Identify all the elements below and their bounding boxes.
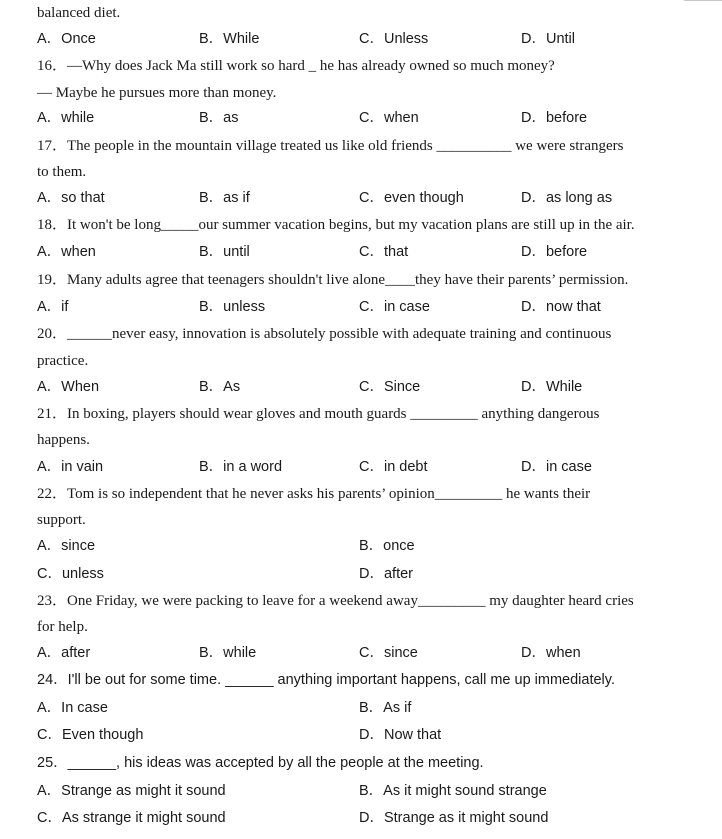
option-b: B．as if <box>199 190 250 206</box>
option-c: C．Even though <box>37 727 144 743</box>
option-a: A．Strange as might it sound <box>37 783 226 799</box>
option-b: B．while <box>199 645 257 661</box>
option-d: D．Until <box>521 31 575 47</box>
option-b: B．once <box>359 538 415 554</box>
question-22-stem-cont: support. <box>37 512 86 528</box>
question-17-stem-cont: to them. <box>37 164 87 180</box>
question-18-stem: 18．It won't be long_____our summer vacation begins, but my vacation plans are still up in the air. <box>37 217 635 233</box>
question-21-stem: 21．In boxing, players should wear gloves and mouth guards _________ anything dangerous <box>37 406 600 422</box>
option-c: C．in case <box>359 299 430 315</box>
option-b: B．As it might sound strange <box>359 783 547 799</box>
option-c: C．since <box>359 645 418 661</box>
question-25-stem: 25．______, his ideas was accepted by all the people at the meeting. <box>37 755 484 771</box>
option-d: D．in case <box>521 459 592 475</box>
question-19-stem: 19．Many adults agree that teenagers shouldn't live alone____they have their parents’ permission. <box>37 272 629 288</box>
option-a: A．since <box>37 538 96 554</box>
option-a: A．in vain <box>37 459 104 475</box>
option-b: B．as <box>199 110 239 126</box>
option-c: C．unless <box>37 566 104 582</box>
question-23-stem-cont: for help. <box>37 619 88 635</box>
option-c: C．in debt <box>359 459 428 475</box>
option-c: C．Since <box>359 379 421 395</box>
option-a: A．so that <box>37 190 105 206</box>
text-line: balanced diet. <box>37 5 121 21</box>
option-d: D．when <box>521 645 581 661</box>
question-20-stem: 20．______never easy, innovation is absolutely possible with adequate training and continuous <box>37 326 612 342</box>
option-c: C．Unless <box>359 31 429 47</box>
question-16-answer-line: — Maybe he pursues more than money. <box>37 85 277 101</box>
option-d: D．before <box>521 244 588 260</box>
option-b: B．unless <box>199 299 266 315</box>
option-a: A．Once <box>37 31 96 47</box>
option-c: C．when <box>359 110 419 126</box>
question-20-stem-cont: practice. <box>37 353 89 369</box>
option-d: D．as long as <box>521 190 613 206</box>
option-b: B．As if <box>359 700 412 716</box>
option-d: D．While <box>521 379 583 395</box>
option-d: D．Strange as it might sound <box>359 810 549 826</box>
question-22-stem: 22．Tom is so independent that he never asks his parents’ opinion_________ he wants their <box>37 486 591 502</box>
option-b: B．until <box>199 244 250 260</box>
option-c: C．As strange it might sound <box>37 810 226 826</box>
option-a: A．In case <box>37 700 108 716</box>
page-edge-line <box>684 0 722 1</box>
question-24-stem: 24．I'll be out for some time. ______ anything important happens, call me up immediately. <box>37 672 615 688</box>
question-17-stem: 17．The people in the mountain village treated us like old friends __________ we were strangers <box>37 138 624 154</box>
option-a: A．When <box>37 379 100 395</box>
option-d: D．after <box>359 566 413 582</box>
question-23-stem: 23．One Friday, we were packing to leave for a weekend away_________ my daughter heard cries <box>37 593 634 609</box>
option-a: A．after <box>37 645 91 661</box>
option-a: A．while <box>37 110 95 126</box>
option-a: A．when <box>37 244 96 260</box>
option-a: A．if <box>37 299 69 315</box>
question-21-stem-cont: happens. <box>37 432 90 448</box>
option-d: D．now that <box>521 299 601 315</box>
option-c: C．even though <box>359 190 464 206</box>
option-b: B．As <box>199 379 241 395</box>
option-c: C．that <box>359 244 409 260</box>
question-16-stem: 16．—Why does Jack Ma still work so hard _ he has already owned so much money? <box>37 58 555 74</box>
option-b: B．While <box>199 31 260 47</box>
option-b: B．in a word <box>199 459 283 475</box>
option-d: D．Now that <box>359 727 442 743</box>
option-d: D．before <box>521 110 588 126</box>
